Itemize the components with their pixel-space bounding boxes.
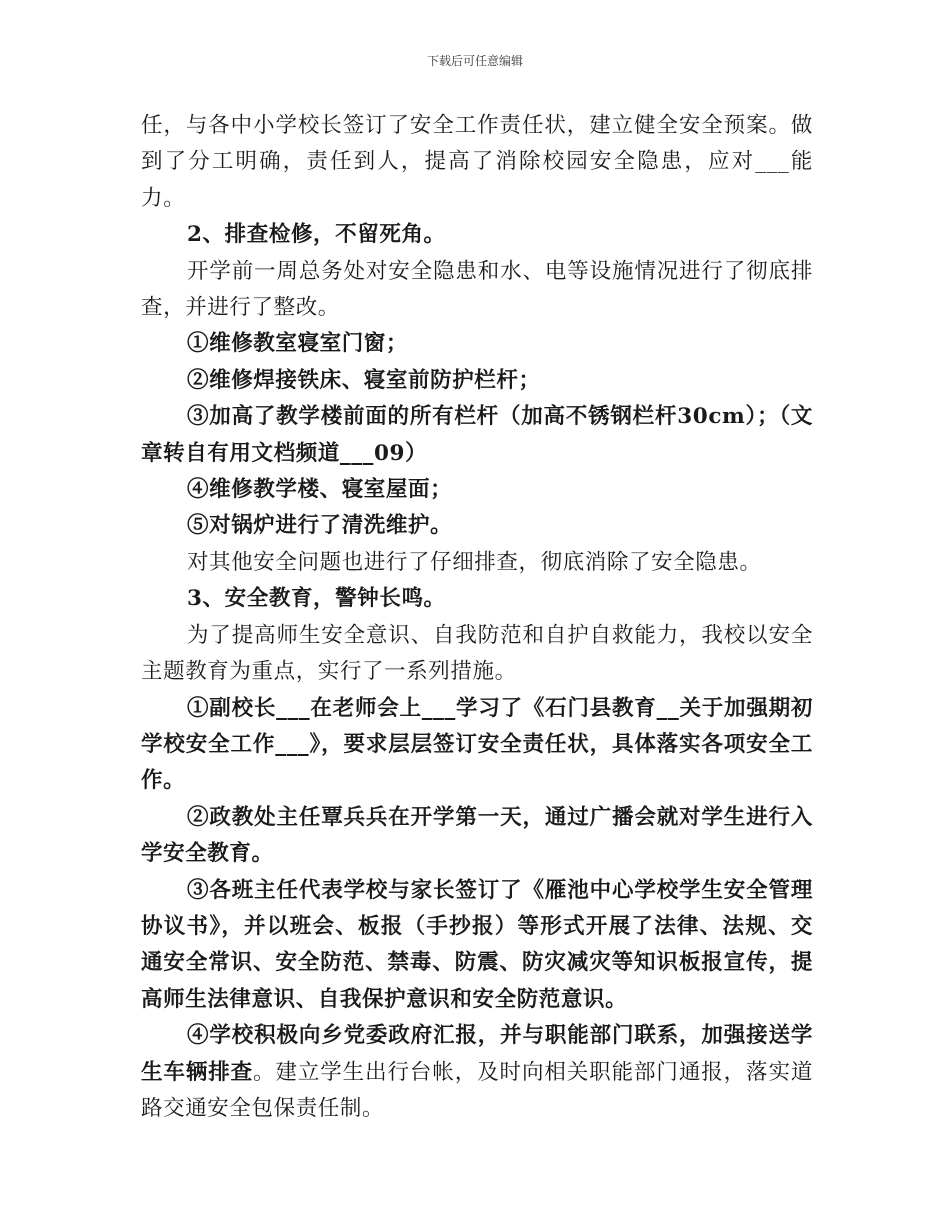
paragraph-other-issues: 对其他安全问题也进行了仔细排查，彻底消除了安全隐患。 [187,549,762,575]
education-item-4 [141,1018,813,1127]
section-heading-2: 2、排查检修，不留死角。 [187,222,446,248]
education-item-3: ③各班主任代表学校与家长签订了《雁池中心学校学生安全管理协议书》，并以班会、板报（手抄报）等形式开展了法律、法规、交通安全常识、安全防范、禁毒、防震、防灾减灾等知识板报宣传，提高师生法律意识、自我保护意识和安全防范意识。 [141,877,813,1012]
list-item-3: ③加高了教学楼前面的所有栏杆（加高不锈钢栏杆30cm）；（文章转自有用文档频道___09） [141,404,813,466]
paragraph-education-intro: 为了提高师生安全意识、自我防范和自护自救能力，我校以安全主题教育为重点，实行了一系列措施。 [141,622,813,685]
list-item-5: ⑤对锅炉进行了清洗维护。 [187,513,453,539]
list-item-2: ②维修焊接铁床、寝室前防护栏杆； [187,367,541,393]
education-item-1: ①副校长___在老师会上___学习了《石门县教育__关于加强期初学校安全工作___》，要求层层签订安全责任状，具体落实各项安全工作。 [141,695,813,794]
list-item-4: ④维修教学楼、寝室屋面； [187,477,453,503]
page-header: 下载后可任意编辑 [426,54,523,68]
education-item-4-bold: ④学校积极向乡党委政府汇报，并与职能部门联系，加强接送学生车辆排查 [141,1023,813,1085]
education-item-2: ②政教处主任覃兵兵在开学第一天，通过广播会就对学生进行入学安全教育。 [141,804,813,867]
section-heading-3: 3、安全教育，警钟长鸣。 [187,586,446,612]
paragraph-continuation: 任，与各中小学校长签订了安全工作责任状，建立健全安全预案。做到了分工明确，责任到人，提高了消除校园安全隐患，应对___能力。 [141,113,813,211]
paragraph-inspection: 开学前一周总务处对安全隐患和水、电等设施情况进行了彻底排查，并进行了整改。 [141,258,813,321]
list-item-1: ①维修教室寝室门窗； [187,331,409,357]
education-item-4-normal: 。建立学生出行台帐，及时向相关职能部门通报，落实道路交通安全包保责任制。 [141,1059,813,1121]
document-body [141,108,813,1127]
